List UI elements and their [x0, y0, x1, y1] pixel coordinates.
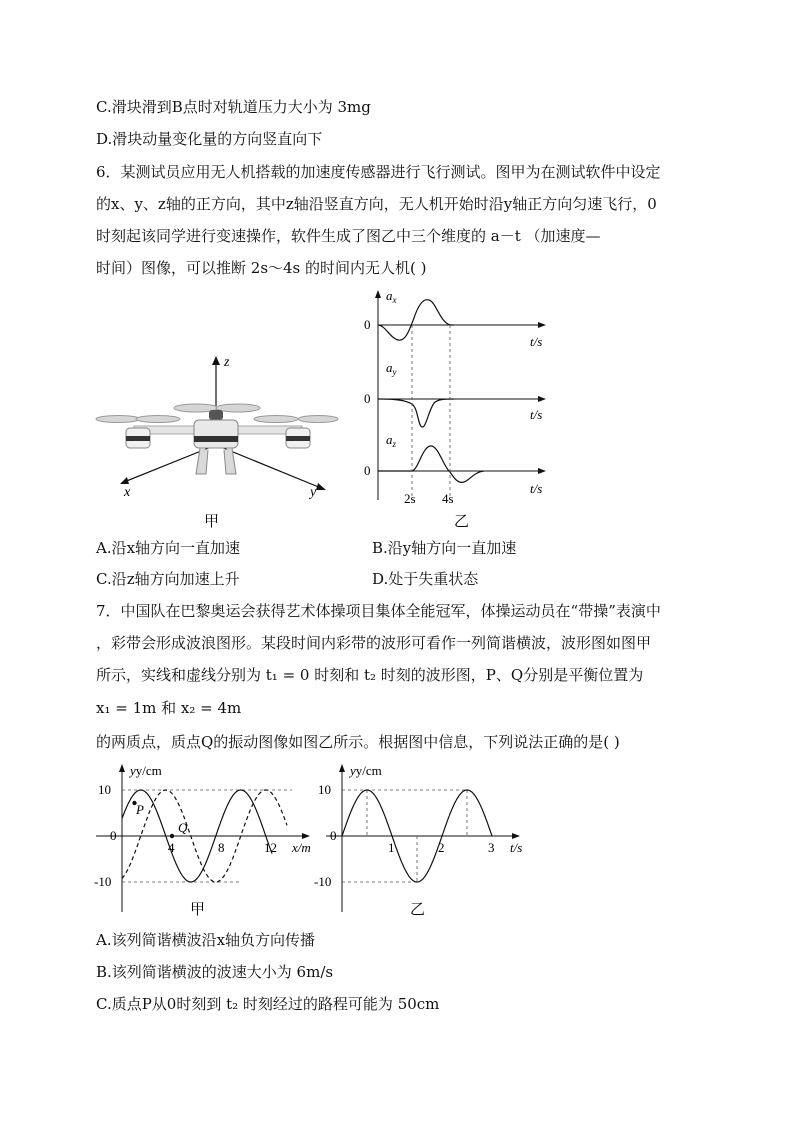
q5-option-c: C.滑块滑到B点时对轨道压力大小为 3mg	[96, 98, 371, 116]
az-label: $a_z$	[386, 432, 397, 449]
q7-stem-line2: ，彩带会形成波浪图形。某段时间内彩带的波形可看作一列简谐横波，波形图如图甲	[96, 634, 652, 652]
x-axis-label: x/m	[292, 840, 311, 855]
ax-label: $a_x$	[386, 288, 397, 305]
origin-label: 0	[110, 828, 117, 843]
q6-stem-line1: 6．某测试员应用无人机搭载的加速度传感器进行飞行测试。图甲为在测试软件中设定	[96, 163, 661, 181]
az-t-label: t/s	[530, 481, 543, 496]
p-label: P	[136, 802, 144, 817]
q7-stem-line1: 7．中国队在巴黎奥运会获得艺术体操项目集体全能冠军，体操运动员在“带操”表演中	[96, 602, 661, 620]
q7-figure-jia-wave	[96, 762, 331, 920]
figure-caption-yi: 乙	[454, 514, 470, 530]
ax-t-label: t/s	[530, 334, 543, 349]
y-axis-label: yy/cm	[350, 763, 382, 778]
ay-zero: 0	[364, 391, 371, 406]
x-tick-4: 4	[168, 840, 175, 855]
y-bottom-label: -10	[94, 874, 112, 889]
q7-stem-line4: x₁ = 1m 和 x₂ = 4m	[96, 699, 242, 717]
q7-option-c: C.质点P从0时刻到 t₂ 时刻经过的路程可能为 50cm	[96, 995, 440, 1013]
t-tick-3: 3	[488, 840, 495, 855]
figure-caption-jia: 甲	[190, 902, 206, 918]
q6-option-a: A.沿x轴方向一直加速	[96, 539, 241, 557]
t-tick-2: 2	[438, 840, 445, 855]
t-tick-1: 1	[388, 840, 395, 855]
ay-curve	[378, 399, 454, 427]
y-top-label: 10	[98, 782, 111, 797]
tick-2s: 2s	[404, 491, 416, 506]
t-axis-label: t/s	[510, 840, 523, 855]
figure-caption-jia: 甲	[204, 514, 220, 530]
q6-option-b: B.沿y轴方向一直加速	[372, 539, 517, 557]
figure-caption-yi: 乙	[410, 902, 426, 918]
q5-option-d: D.滑块动量变化量的方向竖直向下	[96, 130, 323, 148]
y-bottom-label: -10	[314, 874, 332, 889]
q6-stem-line2: 的x、y、z轴的正方向，其中z轴沿竖直方向，无人机开始时沿y轴正方向匀速飞行，0	[96, 195, 657, 213]
az-curve	[378, 446, 484, 483]
point-q-marker	[170, 834, 174, 838]
q7-stem-line5: 的两质点，质点Q的振动图像如图乙所示。根据图中信息，下列说法正确的是( )	[96, 733, 620, 751]
q6-stem-line4: 时间）图像，可以推断 2s～4s 的时间内无人机( )	[96, 259, 427, 277]
q7-stem-line3: 所示，实线和虚线分别为 t₁ = 0 时刻和 t₂ 时刻的波形图，P、Q分别是平衡位置为	[96, 666, 644, 684]
y-top-label: 10	[318, 782, 331, 797]
az-zero: 0	[364, 463, 371, 478]
y-axis-label: y	[310, 485, 317, 500]
q6-option-d: D.处于失重状态	[372, 570, 479, 588]
tick-4s: 4s	[442, 491, 454, 506]
y-axis-label: yy/cm	[130, 763, 162, 778]
x-tick-12: 12	[264, 840, 277, 855]
q6-figure-yi-at-graphs	[360, 288, 560, 533]
z-axis-label: z	[224, 355, 230, 370]
q6-figure-jia-drone	[96, 350, 346, 530]
ay-label: $a_y$	[386, 360, 397, 377]
q-label: Q	[178, 820, 188, 835]
q6-option-c: C.沿z轴方向加速上升	[96, 570, 240, 588]
q7-option-a: A.该列简谐横波沿x轴负方向传播	[96, 931, 316, 949]
ax-zero: 0	[364, 317, 371, 332]
ay-t-label: t/s	[530, 407, 543, 422]
q6-stem-line3: 时刻起该同学进行变速操作，软件生成了图乙中三个维度的 a－t （加速度—	[96, 227, 601, 245]
x-tick-8: 8	[218, 840, 225, 855]
x-axis-label: x	[124, 485, 131, 500]
q7-option-b: B.该列简谐横波的波速大小为 6m/s	[96, 963, 334, 981]
ax-curve	[378, 300, 454, 340]
origin-label: 0	[330, 828, 337, 843]
q7-figure-yi-vibration	[316, 762, 536, 920]
